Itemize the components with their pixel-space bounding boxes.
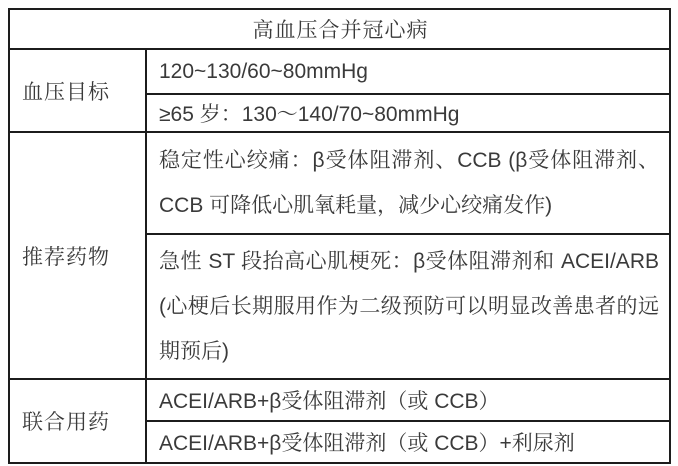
cell-combo-option-1: ACEI/ARB+β受体阻滞剂（或 CCB） [146,379,670,421]
cell-bp-target-general: 120~130/60~80mmHg [146,49,670,94]
section-label-recommended-drugs: 推荐药物 [9,132,146,379]
table-row [9,49,670,94]
section-label-combination-therapy: 联合用药 [9,379,146,463]
table-title: 高血压合并冠心病 [9,9,670,49]
cell-stable-angina: 稳定性心绞痛：β受体阻滞剂、CCB (β受体阻滞剂、CCB 可降低心肌氧耗量，减少心绞痛发作) [146,132,670,234]
section-label-blood-pressure-target: 血压目标 [9,49,146,132]
hypertension-chd-table [8,8,671,464]
table-row [9,9,670,49]
cell-acute-stemi: 急性 ST 段抬高心肌梗死：β受体阻滞剂和 ACEI/ARB (心梗后长期服用作为二级预防可以明显改善患者的远期预后) [146,234,670,379]
table-row [9,379,670,421]
table-row [9,132,670,234]
cell-combo-option-2: ACEI/ARB+β受体阻滞剂（或 CCB）+利尿剂 [146,421,670,463]
cell-bp-target-elderly: ≥65 岁：130～140/70~80mmHg [146,94,670,132]
